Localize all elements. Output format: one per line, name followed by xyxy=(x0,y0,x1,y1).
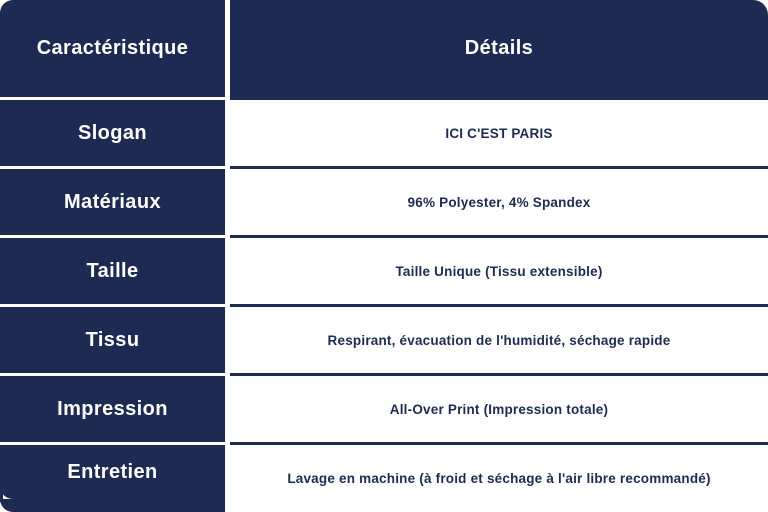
frame-strip-bottom-left xyxy=(0,499,225,512)
details-value: ICI C'EST PARIS xyxy=(445,125,553,141)
feature-cell-tissu xyxy=(0,307,230,376)
feature-label: Taille xyxy=(86,259,139,282)
details-value: Lavage en machine (à froid et séchage à l'air libre recommandé) xyxy=(287,471,711,486)
feature-label: Tissu xyxy=(85,328,140,351)
feature-header-label: Caractéristique xyxy=(36,37,189,59)
details-cell-tissu xyxy=(230,307,768,376)
feature-cell-taille xyxy=(0,238,230,307)
details-cell-taille xyxy=(230,238,768,307)
feature-cell-entretien-inner xyxy=(0,445,225,499)
feature-label: Impression xyxy=(57,397,168,420)
details-cell-slogan xyxy=(230,100,768,169)
feature-header-cell xyxy=(0,0,230,100)
feature-cell-materiaux xyxy=(0,169,230,238)
details-cell-materiaux xyxy=(230,169,768,238)
feature-cell-slogan xyxy=(0,100,230,169)
frame-corner-top-left xyxy=(0,0,24,24)
details-cell-impression xyxy=(230,376,768,445)
details-value: 96% Polyester, 4% Spandex xyxy=(407,194,591,210)
details-value: All-Over Print (Impression totale) xyxy=(389,401,609,417)
details-cell-entretien xyxy=(230,445,768,512)
feature-cell-impression xyxy=(0,376,230,445)
feature-label: Matériaux xyxy=(64,190,161,213)
frame-edge-bottom-left xyxy=(0,484,3,502)
details-value: Respirant, évacuation de l'humidité, séchage rapide xyxy=(327,332,671,348)
details-header-label: Détails xyxy=(464,37,534,59)
feature-label: Entretien xyxy=(67,460,158,483)
details-value: Taille Unique (Tissu extensible) xyxy=(395,263,603,279)
feature-label: Slogan xyxy=(77,121,148,144)
details-header-cell xyxy=(230,0,768,100)
